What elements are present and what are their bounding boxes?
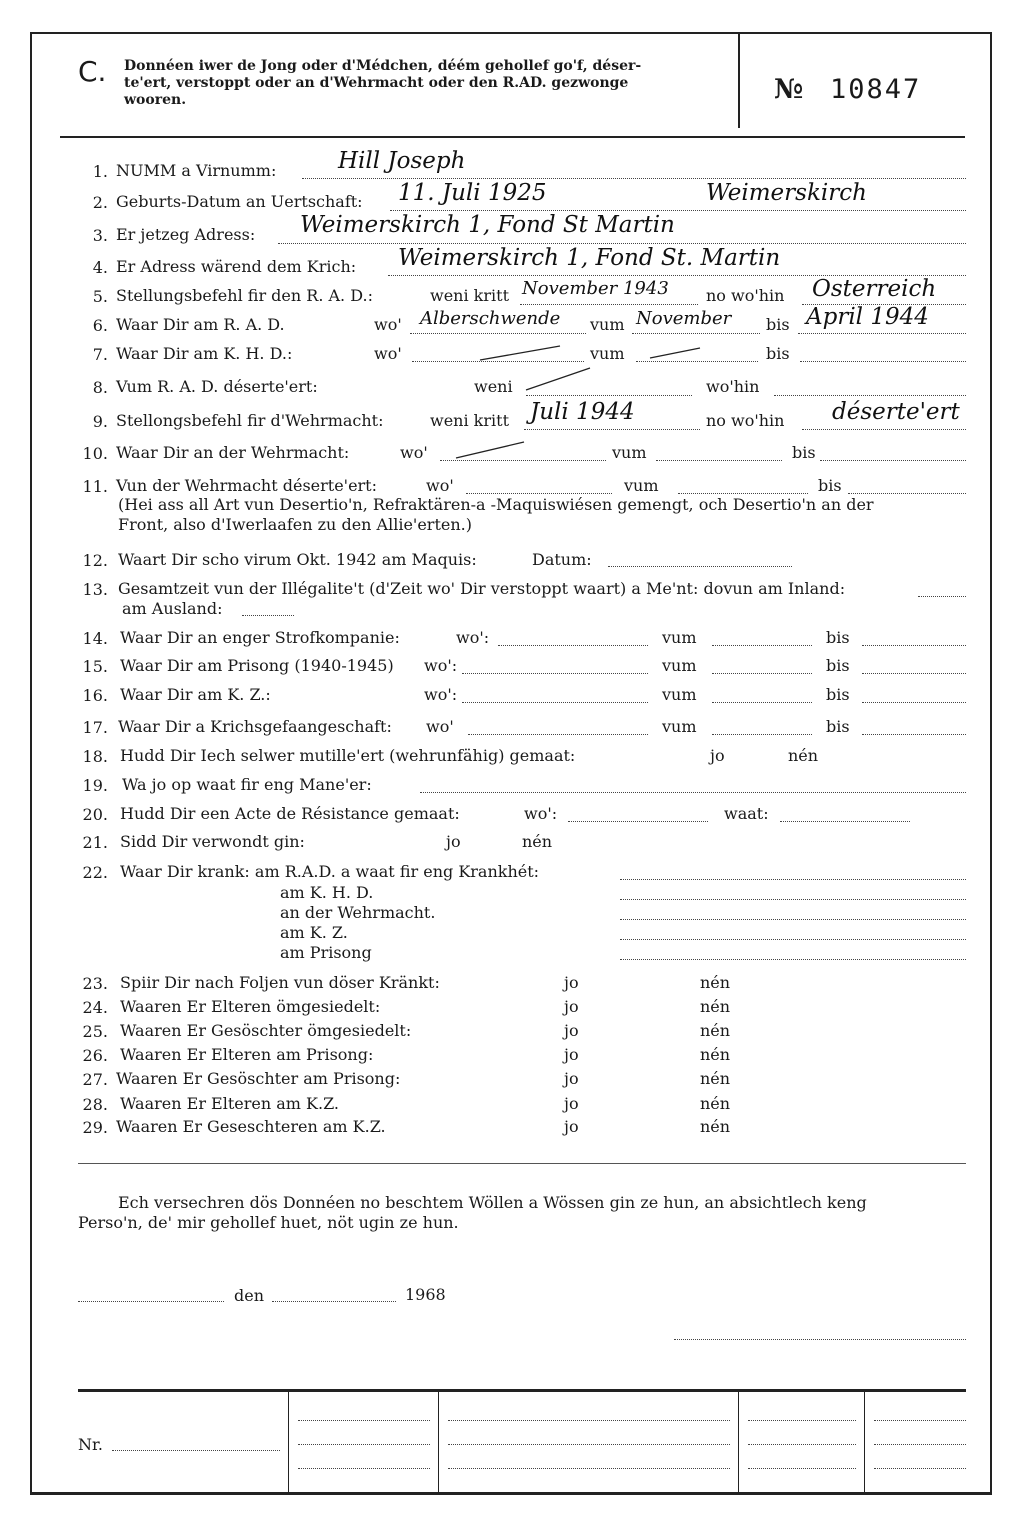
nen-option[interactable]: nén (700, 973, 731, 992)
bis-label: bis (792, 443, 816, 462)
row-label: Gesamtzeit vun der Illégalite't (d'Zeit wo' Dir verstoppt waart) a Me'nt: dovun am Inland: (118, 579, 846, 598)
row-label: Waaren Er Elteren am K.Z. (120, 1094, 340, 1113)
row-number: 2. (92, 193, 108, 212)
vum-label: vum (624, 476, 659, 495)
row-number: 22. (82, 863, 108, 882)
nen-option[interactable]: nén (522, 832, 553, 851)
datum-label: Datum: (532, 550, 592, 569)
jo-option[interactable]: jo (564, 973, 579, 992)
vum-label: vum (590, 344, 625, 363)
row-number: 14. (82, 629, 108, 648)
prisong-where-field[interactable] (462, 673, 648, 674)
row-number: 5. (92, 287, 108, 306)
footer-field[interactable] (874, 1420, 966, 1421)
row-number: 23. (82, 974, 108, 993)
row-number: 28. (82, 1095, 108, 1114)
footer-field[interactable] (448, 1444, 730, 1445)
handwritten-birth-date: 11. Juli 1925 (398, 180, 547, 206)
row-number: 6. (92, 316, 108, 335)
footer-field[interactable] (874, 1444, 966, 1445)
footer-field[interactable] (298, 1444, 430, 1445)
row-label: Waar Dir am R. A. D. (116, 315, 285, 334)
illness-khd-field[interactable] (620, 899, 966, 900)
wehrmacht-until-field[interactable] (820, 460, 966, 461)
number-value: 10847 (829, 74, 922, 105)
jo-option[interactable]: jo (564, 997, 579, 1016)
handwritten-rad-where: Alberschwende (420, 308, 561, 329)
illness-wehrmacht-field[interactable] (620, 919, 966, 920)
row-label: Waar Dir am Prisong (1940-1945) (120, 656, 394, 675)
wo-label: wo' (374, 344, 402, 363)
am-ausland-label: am Ausland: (122, 599, 223, 618)
header-rule (60, 136, 965, 138)
footer-field[interactable] (874, 1468, 966, 1469)
row-number: 4. (92, 258, 108, 277)
row-label: Waar Dir krank: am R.A.D. a waat fir eng Krankhét: (120, 862, 540, 881)
jo-option[interactable]: jo (564, 1117, 579, 1136)
row-number: 10. (82, 444, 108, 463)
strike-mark (470, 342, 730, 366)
row-number: 24. (82, 998, 108, 1017)
wo-label: wo' (426, 476, 454, 495)
rad-until-field[interactable] (798, 333, 966, 334)
bis-label: bis (766, 344, 790, 363)
row-number: 27. (82, 1070, 108, 1089)
no-wohin-label: no wo'hin (706, 411, 785, 430)
row22-sub-wehrmacht: an der Wehrmacht. (280, 903, 436, 922)
row-label: Waaren Er Elteren ömgesiedelt: (120, 997, 381, 1016)
row22-sub-prisong: am Prisong (280, 943, 372, 962)
row-number: 26. (82, 1046, 108, 1065)
nen-option[interactable]: nén (700, 1117, 731, 1136)
weni-kritt-label: weni kritt (430, 286, 509, 305)
row-number: 21. (82, 833, 108, 852)
wo-label: wo': (456, 628, 490, 647)
nen-option[interactable]: nén (700, 1021, 731, 1040)
jo-option[interactable]: jo (710, 746, 725, 765)
handwritten-wehrmacht-order-date: Juli 1944 (530, 399, 635, 425)
section-title (124, 58, 724, 109)
footer-field[interactable] (748, 1444, 856, 1445)
row-label: Waar Dir am K. Z.: (120, 685, 271, 704)
row-number: 19. (82, 776, 108, 795)
prisong-from-field[interactable] (712, 673, 812, 674)
row11-note-line-1: (Hei ass all Art vun Desertio'n, Refraktären-a -Maquiswiésen gemengt, och Desertio'n an der (118, 495, 874, 514)
wehrmacht-order-date-field[interactable] (524, 429, 700, 430)
vum-label: vum (662, 656, 697, 675)
vum-label: vum (662, 685, 697, 704)
row22-sub-khd: am K. H. D. (280, 883, 374, 902)
row-label: Spiir Dir nach Foljen vun döser Kränkt: (120, 973, 440, 992)
signature-field[interactable] (674, 1339, 966, 1340)
rad-order-date-field[interactable] (520, 304, 698, 305)
birth-field[interactable] (390, 210, 966, 211)
row-label: Wa jo op waat fir eng Mane'er: (122, 775, 372, 794)
row-label: Stellongsbefehl fir d'Wehrmacht: (116, 411, 384, 430)
frame-top (30, 32, 992, 34)
waat-label: waat: (724, 804, 769, 823)
desert-where-field[interactable] (466, 493, 612, 494)
handwritten-current-address: Weimerskirch 1, Fond St Martin (300, 212, 675, 238)
handwritten-rad-order-place: Osterreich (812, 276, 937, 302)
footer-col-divider-4 (864, 1392, 865, 1492)
row-number: 9. (92, 412, 108, 431)
section-title-line-2: te'ert, verstoppt oder an d'Wehrmacht oder den R.AD. gezwonge (124, 75, 629, 91)
nen-option[interactable]: nén (700, 1094, 731, 1113)
kz-until-field[interactable] (862, 702, 966, 703)
footer-col-divider-1 (288, 1392, 289, 1492)
desert-until-field[interactable] (848, 493, 966, 494)
footer-field[interactable] (448, 1420, 730, 1421)
no-wohin-label: no wo'hin (706, 286, 785, 305)
strofkompanie-from-field[interactable] (712, 645, 812, 646)
footer-field[interactable] (448, 1468, 730, 1469)
row-label: Vum R. A. D. déserte'ert: (116, 377, 318, 396)
jo-option[interactable]: jo (564, 1045, 579, 1064)
wo-label: wo': (424, 656, 458, 675)
row-number: 25. (82, 1022, 108, 1041)
jo-option[interactable]: jo (564, 1021, 579, 1040)
inland-field[interactable] (918, 596, 966, 597)
row-label: Geburts-Datum an Uertschaft: (116, 192, 363, 211)
bis-label: bis (826, 628, 850, 647)
footer-field[interactable] (298, 1420, 430, 1421)
illness-rad-field[interactable] (620, 879, 966, 880)
row-label: Hudd Dir een Acte de Résistance gemaat: (120, 804, 460, 823)
nen-option[interactable]: nén (788, 746, 819, 765)
row-label: NUMM a Virnumm: (116, 161, 277, 180)
section-divider (78, 1163, 966, 1164)
frame-left (30, 32, 32, 1494)
manner-field[interactable] (420, 792, 966, 793)
wo-label: wo' (426, 717, 454, 736)
prisong-until-field[interactable] (862, 673, 966, 674)
illness-kz-field[interactable] (620, 939, 966, 940)
row-number: 11. (82, 477, 108, 496)
row-label: Er Adress wärend dem Krich: (116, 257, 357, 276)
kz-from-field[interactable] (712, 702, 812, 703)
jo-option[interactable]: jo (564, 1094, 579, 1113)
row-label: Vun der Wehrmacht déserte'ert: (116, 476, 377, 495)
handwritten-wehrmacht-order-place: déserte'ert (832, 399, 960, 425)
row-label: Waart Dir scho virum Okt. 1942 am Maquis: (118, 550, 477, 569)
nen-option[interactable]: nén (700, 1045, 731, 1064)
khd-until-field[interactable] (800, 361, 966, 362)
row-label: Sidd Dir verwondt gin: (120, 832, 305, 851)
handwritten-rad-until: April 1944 (806, 304, 929, 330)
place-field[interactable] (78, 1301, 224, 1302)
vum-label: vum (612, 443, 647, 462)
strike-mark (520, 364, 600, 394)
row11-note-line-2: Front, also d'Iwerlaafen zu den Allie'erten.) (118, 515, 472, 534)
illness-prisong-field[interactable] (620, 959, 966, 960)
row-label: Stellungsbefehl fir den R. A. D.: (116, 286, 373, 305)
footer-field[interactable] (298, 1468, 430, 1469)
wohin-label: wo'hin (706, 377, 760, 396)
bis-label: bis (826, 656, 850, 675)
rad-desert-date-field[interactable] (526, 395, 692, 396)
footer-field[interactable] (748, 1420, 856, 1421)
wo-label: wo': (424, 685, 458, 704)
handwritten-rad-from: November (636, 308, 732, 329)
header-divider (738, 34, 740, 128)
weni-kritt-label: weni kritt (430, 411, 509, 430)
row-label: Waaren Er Elteren am Prisong: (120, 1045, 374, 1064)
row-number: 12. (82, 551, 108, 570)
nen-option[interactable]: nén (700, 997, 731, 1016)
row-label: Waaren Er Gesöschter ömgesiedelt: (120, 1021, 412, 1040)
date-field[interactable] (272, 1301, 396, 1302)
maquis-date-field[interactable] (608, 566, 792, 567)
pow-until-field[interactable] (862, 734, 966, 735)
row-number: 16. (82, 686, 108, 705)
rad-where-field[interactable] (410, 333, 586, 334)
vum-label: vum (662, 717, 697, 736)
handwritten-name: Hill Joseph (338, 148, 466, 174)
row-number: 3. (92, 226, 108, 245)
handwritten-war-address: Weimerskirch 1, Fond St. Martin (398, 245, 781, 271)
declaration-line-1: Ech versechren dös Donnéen no beschtem Wöllen a Wössen gin ze hun, an absichtlech keng (118, 1193, 867, 1212)
resistance-where-field[interactable] (568, 821, 708, 822)
wo-label: wo' (374, 315, 402, 334)
footer-col-divider-3 (738, 1392, 739, 1492)
vum-label: vum (662, 628, 697, 647)
row-number: 13. (82, 580, 108, 599)
row-label: Waar Dir an enger Strofkompanie: (120, 628, 400, 647)
row-label: Er jetzeg Adress: (116, 225, 256, 244)
nen-option[interactable]: nén (700, 1069, 731, 1088)
section-title-line-1: Donnéen iwer de Jong oder d'Médchen, déém gehollef go'f, déser- (124, 58, 642, 74)
row-label: Waar Dir am K. H. D.: (116, 344, 293, 363)
jo-option[interactable]: jo (564, 1069, 579, 1088)
handwritten-birth-place: Weimerskirch (706, 180, 867, 206)
current-address-field[interactable] (278, 243, 966, 244)
row-label: Hudd Dir Iech selwer mutille'ert (wehrunfähig) gemaat: (120, 746, 576, 765)
bis-label: bis (818, 476, 842, 495)
bis-label: bis (766, 315, 790, 334)
footer-top-rule (78, 1389, 966, 1392)
row-label: Waaren Er Gesöschter am Prisong: (116, 1069, 401, 1088)
strofkompanie-where-field[interactable] (498, 645, 648, 646)
declaration-line-2: Perso'n, de' mir gehollef huet, nöt ugin ze hun. (78, 1213, 459, 1232)
row-label: Waar Dir an der Wehrmacht: (116, 443, 350, 462)
row-number: 20. (82, 805, 108, 824)
weni-label: weni (474, 377, 513, 396)
row-number: 15. (82, 657, 108, 676)
pow-from-field[interactable] (712, 734, 812, 735)
year-label: 1968 (405, 1285, 446, 1304)
resistance-what-field[interactable] (780, 821, 910, 822)
wo-label: wo': (524, 804, 558, 823)
wehrmacht-order-place-field[interactable] (802, 429, 966, 430)
rad-desert-place-field[interactable] (774, 395, 966, 396)
row-number: 18. (82, 747, 108, 766)
section-title-line-3: wooren. (124, 92, 187, 108)
frame-right (990, 32, 992, 1494)
nr-label: Nr. (78, 1435, 103, 1454)
row-label: Waaren Er Geseschteren am K.Z. (116, 1117, 386, 1136)
row-label: Waar Dir a Krichsgefaangeschaft: (118, 717, 392, 736)
name-field[interactable] (302, 178, 966, 179)
nr-field[interactable] (112, 1450, 280, 1451)
section-letter: C. (78, 55, 107, 88)
bis-label: bis (826, 717, 850, 736)
vum-label: vum (590, 315, 625, 334)
row-number: 29. (82, 1118, 108, 1137)
footer-field[interactable] (748, 1468, 856, 1469)
strofkompanie-until-field[interactable] (862, 645, 966, 646)
den-label: den (234, 1286, 265, 1305)
form-number (774, 76, 921, 103)
bis-label: bis (826, 685, 850, 704)
row-number: 17. (82, 718, 108, 737)
strike-mark (450, 436, 530, 466)
jo-option[interactable]: jo (446, 832, 461, 851)
number-symbol: № (774, 74, 804, 105)
row22-sub-kz: am K. Z. (280, 923, 348, 942)
frame-bottom (30, 1492, 992, 1495)
footer-col-divider-2 (438, 1392, 439, 1492)
ausland-field[interactable] (242, 615, 294, 616)
kz-where-field[interactable] (462, 702, 648, 703)
wehrmacht-from-field[interactable] (656, 460, 782, 461)
row-number: 7. (92, 345, 108, 364)
pow-where-field[interactable] (468, 734, 648, 735)
wo-label: wo' (400, 443, 428, 462)
row-number: 8. (92, 378, 108, 397)
rad-from-field[interactable] (632, 333, 760, 334)
desert-from-field[interactable] (678, 493, 808, 494)
row-number: 1. (92, 162, 108, 181)
handwritten-rad-order-date: November 1943 (522, 278, 669, 299)
